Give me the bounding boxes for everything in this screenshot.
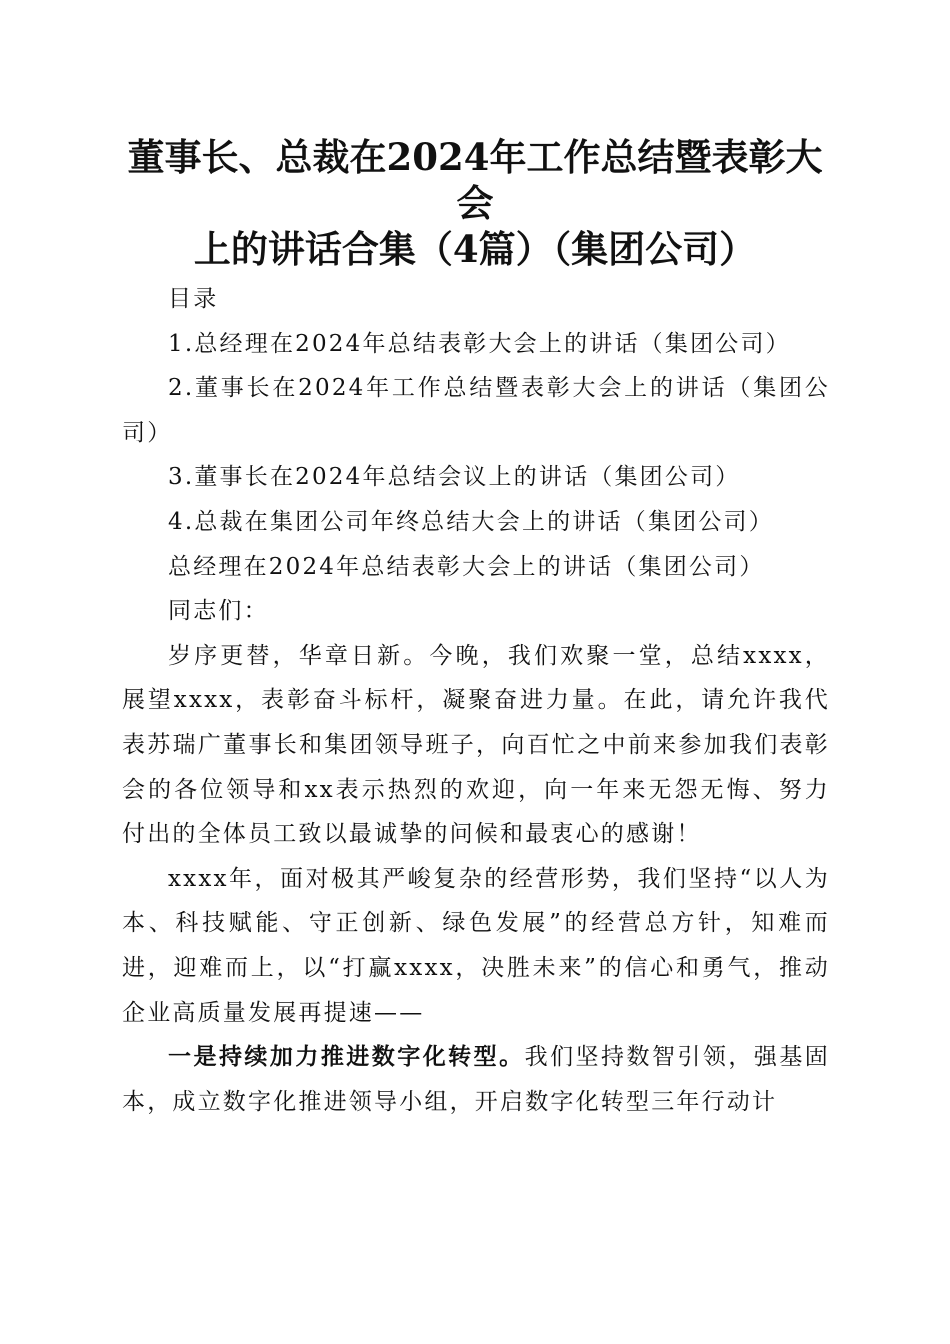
paragraph-3-text: 我们坚持数智引领，强基固本，成立数字化推进领导小组，开启数字化转型三年行动计 — [122, 1044, 830, 1115]
toc-item: 3.董事长在2024年总结会议上的讲话（集团公司） — [168, 464, 741, 491]
paragraph-3-lead: 一是持续加力推进数字化转型。 — [168, 1043, 525, 1071]
salutation: 同志们： — [168, 598, 269, 625]
document-body — [122, 277, 830, 1124]
title-line-2: 上的讲话合集（4篇）（集团公司） — [193, 227, 757, 271]
toc-item: 4.总裁在集团公司年终总结大会上的讲话（集团公司） — [168, 508, 774, 535]
toc-item: 2.董事长在2024年工作总结暨表彰大会上的讲话（集团公司） — [122, 375, 830, 446]
paragraph-3 — [122, 1035, 830, 1124]
toc-item: 1.总经理在2024年总结表彰大会上的讲话（集团公司） — [168, 330, 791, 357]
document-title — [110, 134, 840, 272]
title-line-1: 董事长、总裁在2024年工作总结暨表彰大会 — [127, 135, 823, 225]
paragraph-1: 岁序更替，华章日新。今晚，我们欢聚一堂，总结xxxx，展望xxxx，表彰奋斗标杆，凝聚奋进力量。在此，请允许我代表苏瑞广董事长和集团领导班子，向百忙之中前来参加我们表彰会的各位领导和xx表示热烈的欢迎，向一年来无怨无悔、努力付出的全体员工致以最诚挚的问候和最衷心的感谢！ — [122, 642, 830, 848]
paragraph-2: xxxx年，面对极其严峻复杂的经营形势，我们坚持“以人为本、科技赋能、守正创新、绿色发展”的经营总方针，知难而进，迎难而上，以“打赢xxxx，决胜未来”的信心和勇气，推动企业高质量发展再提速—— — [122, 865, 830, 1026]
speech-title: 总经理在2024年总结表彰大会上的讲话（集团公司） — [168, 553, 765, 580]
toc-heading: 目录 — [168, 286, 219, 312]
